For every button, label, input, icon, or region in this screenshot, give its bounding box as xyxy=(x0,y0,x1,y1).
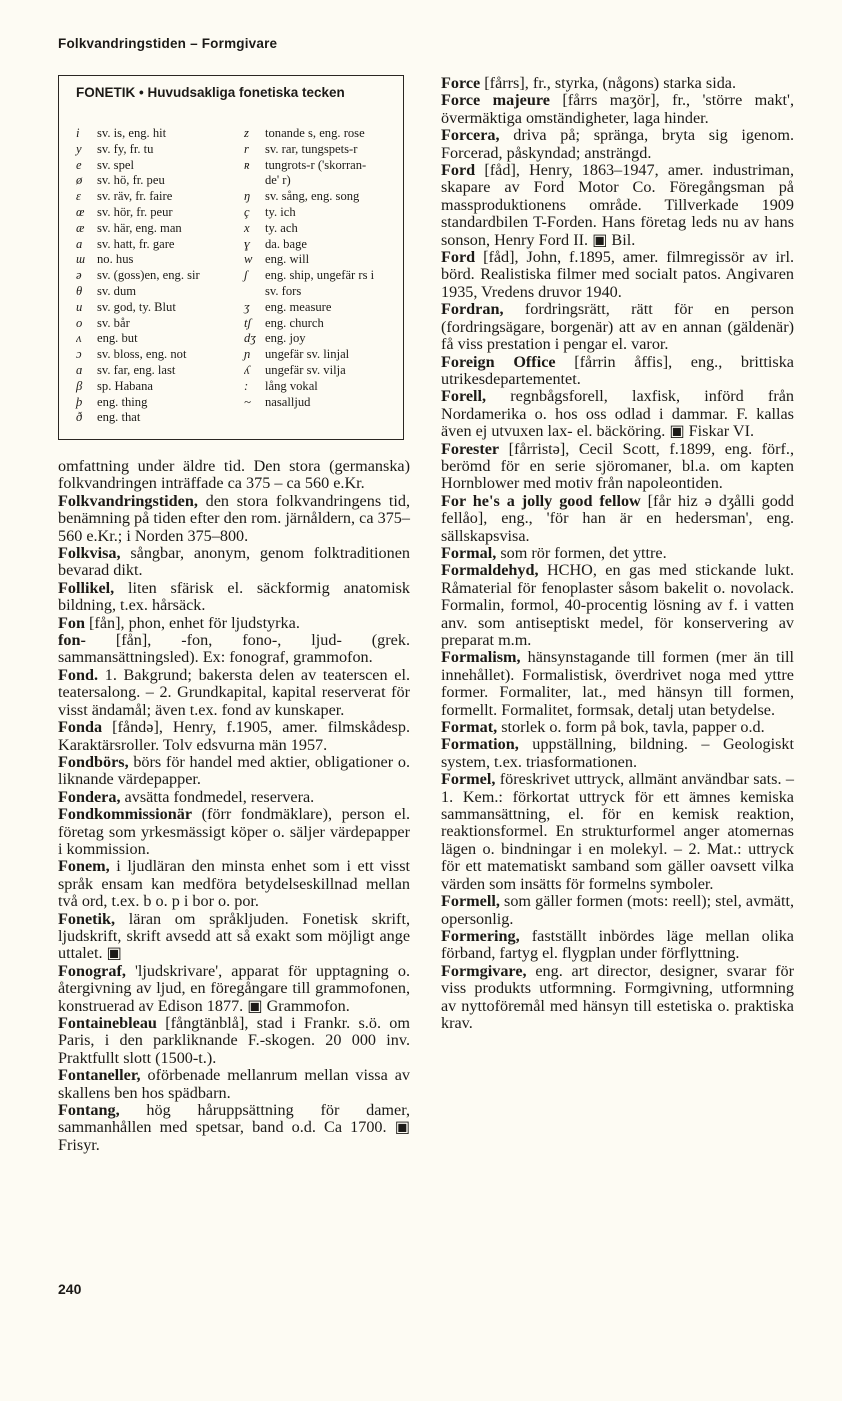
phonetic-description: sv. rar, tungspets-r xyxy=(265,141,358,156)
phonetic-description: de' r) xyxy=(265,173,291,188)
phonetic-row xyxy=(244,237,399,253)
phonetic-row xyxy=(244,331,399,347)
phonetic-symbol: ɯ xyxy=(76,252,86,267)
entry-headword: Format, xyxy=(441,718,498,737)
dictionary-entry xyxy=(58,667,410,719)
dictionary-entry xyxy=(441,75,794,92)
phonetic-description: sv. bår xyxy=(97,315,130,330)
phonetic-description: eng. ship, ungefär rs i xyxy=(265,268,375,283)
entry-definition: [fån], phon, enhet för ljudstyrka. xyxy=(85,613,300,632)
dictionary-entry xyxy=(58,632,410,667)
entry-definition: [fårrs], fr., styrka, (någons) starka sida. xyxy=(480,74,737,92)
phonetic-description: tonande s, eng. rose xyxy=(265,126,365,140)
dictionary-entry xyxy=(441,493,794,545)
dictionary-entry xyxy=(58,545,410,580)
dictionary-entry xyxy=(58,858,410,910)
page-number: 240 xyxy=(58,1281,82,1297)
phonetic-column-left xyxy=(76,126,246,426)
entry-headword: Follikel, xyxy=(58,578,115,597)
left-entries xyxy=(58,493,410,1154)
dictionary-entry xyxy=(441,92,794,127)
entry-headword: Fonda xyxy=(58,718,103,737)
phonetic-description: eng. measure xyxy=(265,299,332,314)
phonetic-description: no. hus xyxy=(97,252,134,267)
entry-headword: Fordran, xyxy=(441,300,504,319)
phonetic-row xyxy=(76,205,246,221)
phonetic-description: sv. far, eng. last xyxy=(97,362,176,377)
phonetic-symbol: : xyxy=(244,378,249,393)
phonetic-symbol: r xyxy=(244,141,249,156)
entry-definition: börs för handel med aktier, obligationer o. liknande värdepapper. xyxy=(58,752,410,789)
phonetic-row xyxy=(76,363,246,379)
dictionary-entry xyxy=(441,249,794,301)
dictionary-entry xyxy=(58,615,410,632)
phonetic-symbol: ~ xyxy=(244,394,251,409)
entry-definition: [fårrin åffis], eng., brittiska utrikesdepartementet. xyxy=(441,352,794,388)
phonetic-symbol: ɛ xyxy=(76,189,81,204)
entry-definition: avsätta fondmedel, reservera. xyxy=(120,787,315,806)
phonetic-symbol: tʃ xyxy=(244,315,252,330)
phonetic-symbol: e xyxy=(76,157,82,172)
phonetic-row xyxy=(76,300,246,316)
phonetic-row xyxy=(244,379,399,395)
dictionary-entry xyxy=(441,441,794,493)
dictionary-entry xyxy=(58,493,410,545)
dictionary-entry xyxy=(58,719,410,754)
phonetic-symbol: œ xyxy=(76,204,85,219)
phonetic-description: tungrots-r ('skorran- xyxy=(265,157,367,172)
phonetic-row xyxy=(244,300,399,316)
dictionary-entry xyxy=(441,736,794,771)
dictionary-entry xyxy=(441,127,794,162)
phonetic-row xyxy=(76,284,246,300)
dictionary-entry xyxy=(58,806,410,858)
entry-definition: [fåndə], Henry, f.1905, amer. filmskådesp. Karaktärsroller. Tolv edsvurna män 1957. xyxy=(58,718,410,754)
phonetic-description: sv. bloss, eng. not xyxy=(97,347,187,362)
phonetic-symbol: þ xyxy=(76,394,83,409)
phonetic-description: sv. (goss)en, eng. sir xyxy=(97,268,200,283)
phonetic-row xyxy=(76,395,246,411)
phonetic-symbol xyxy=(244,173,265,189)
entry-definition: [fån], -fon, fono-, ljud- (grek. sammansättningsled). Ex: fonograf, grammofon. xyxy=(58,631,410,667)
phonetic-symbol: w xyxy=(244,252,253,267)
phonetic-description: ty. ich xyxy=(265,204,296,219)
phonetic-description: sv. hö, fr. peu xyxy=(97,173,165,188)
phonetic-description: sv. räv, fr. faire xyxy=(97,189,173,204)
entry-headword: Formel, xyxy=(441,770,496,789)
phonetic-description: nasalljud xyxy=(265,394,311,409)
entry-definition: uppställning, bildning. – Geologiskt system, t.ex. triasformationen. xyxy=(441,735,794,771)
entry-headword: For he's a jolly good fellow xyxy=(441,491,641,510)
entry-headword: Fon xyxy=(58,613,85,632)
phonetic-symbol: θ xyxy=(76,283,83,298)
entry-headword: Forcera, xyxy=(441,126,500,145)
phonetic-description: eng. will xyxy=(265,252,310,267)
phonetic-row xyxy=(244,126,399,142)
phonetic-description: lång vokal xyxy=(265,378,318,393)
phonetic-symbol xyxy=(244,284,265,300)
phonetic-symbol: ʃ xyxy=(244,268,248,283)
phonetic-row xyxy=(76,237,246,253)
phonetic-description: da. bage xyxy=(265,236,307,251)
entry-definition: [fåd], Henry, 1863–1947, amer. industriman, skapare av Ford Motor Co. Föregångsman på massproduktionens område. Tillverkade 1909 standardbilen T-Forden. Hans företag leds nu av hans sonson, Henry Ford II. ▣ Bil. xyxy=(441,161,794,249)
entry-definition: föreskrivet uttryck, allmänt användbar sats. – 1. Kem.: förkortat uttryck för ett ämnes kemiska sammansättning, el. för en kemisk reaktion, reaktionsformel. En strukturformel anger atomernas lägen o. bindningar i en molekyl. – 2. Mat.: uttryck för ett matematiskt samband som gäller oavsett vilka värden som insätts för formelns symboler. xyxy=(441,770,794,893)
entry-headword: Ford xyxy=(441,161,476,180)
entry-headword: Fondera, xyxy=(58,787,121,806)
phonetic-symbol: o xyxy=(76,315,83,330)
entry-definition: [fåd], John, f.1895, amer. filmregissör av irl. börd. Realistiska filmer med socialt patos. Angivaren 1935, Vredens druvor 1940. xyxy=(441,248,794,301)
phonetic-symbol: æ xyxy=(76,220,85,235)
dictionary-entry xyxy=(441,545,794,562)
phonetic-symbol: ʎ xyxy=(244,362,250,377)
phonetic-symbol: ð xyxy=(76,410,83,425)
entry-headword: Force xyxy=(441,74,481,92)
entry-headword: Formering, xyxy=(441,926,520,945)
entry-headword: Fontaneller, xyxy=(58,1066,141,1085)
dictionary-entry xyxy=(58,1067,410,1102)
entry-definition: i ljudläran den minsta enhet som i ett visst språk ensam kan medföra betydelseskillnad mellan två ord, t.ex. b o. p i bor o. por. xyxy=(58,857,410,911)
phonetic-row xyxy=(76,410,246,426)
entry-headword: Forell, xyxy=(441,387,487,406)
phonetic-symbol: ɲ xyxy=(244,347,251,362)
dictionary-entry xyxy=(441,649,794,719)
dictionary-entry xyxy=(58,963,410,1015)
phonetic-row xyxy=(76,221,246,237)
phonetic-row xyxy=(76,142,246,158)
entry-definition: oförbenade mellanrum mellan vissa av skallens ben hos spädbarn. xyxy=(58,1066,410,1102)
entry-definition: liten sfärisk el. säckformig anatomisk bildning, t.ex. hårsäck. xyxy=(58,578,410,615)
dictionary-entry xyxy=(441,893,794,928)
phonetic-row xyxy=(244,284,399,300)
fonetik-table-title: FONETIK • Huvudsakliga fonetiska tecken xyxy=(76,85,345,100)
phonetic-symbol: i xyxy=(76,126,80,140)
phonetic-row xyxy=(76,189,246,205)
entry-definition: hänsynstagande till formen (mer än till innehållet). Formalistisk, överdrivet noga med yttre former. Formaliter, lat., med hänsyn till formen, formellt. Formalitet, formsak, detalj utan betydelse. xyxy=(441,648,794,719)
entry-definition: (förr fondmäklare), person el. företag som yrkesmässigt köper o. säljer värdepapper i kommission. xyxy=(58,805,410,858)
phonetic-row xyxy=(76,252,246,268)
entry-headword: Fonograf, xyxy=(58,961,126,980)
phonetic-symbol: ŋ xyxy=(244,189,251,204)
fonetik-table-box xyxy=(58,75,404,440)
phonetic-description: sv. hör, fr. peur xyxy=(97,204,173,219)
entry-definition: läran om språkljuden. Fonetisk skrift, ljudskrift, skrift avsedd att så exakt som möjligt ange uttalet. ▣ xyxy=(58,909,410,963)
phonetic-symbol: ç xyxy=(244,204,250,219)
phonetic-row xyxy=(244,268,399,284)
phonetic-description: ungefär sv. vilja xyxy=(265,362,346,377)
entry-definition: regnbågsforell, laxfisk, införd från Nordamerika o. hos oss odlad i dammar. F. kallas även ej utvuxen lax- el. bäcköring. ▣ Fiskar VI. xyxy=(441,387,794,441)
phonetic-symbol: dʒ xyxy=(244,331,256,346)
entry-definition: HCHO, en gas med stickande lukt. Råmaterial för fenoplaster såsom bakelit o. novolack. Formalin, formol, 40-procentig lösning av f. i vatten anv. som antiseptiskt medel, för konservering av preparat m.m. xyxy=(441,561,794,649)
entry-definition: den stora folkvandringens tid, benämning på tiden efter den rom. järnåldern, ca 375–560 e.Kr.; i Norden 375–800. xyxy=(58,491,410,545)
phonetic-column-right xyxy=(244,126,399,410)
dictionary-entry xyxy=(58,754,410,789)
phonetic-row xyxy=(76,379,246,395)
phonetic-symbol: ɑ xyxy=(76,362,83,377)
phonetic-row xyxy=(244,363,399,379)
entry-headword: Folkvisa, xyxy=(58,544,121,563)
phonetic-row xyxy=(244,252,399,268)
phonetic-description: sv. spel xyxy=(97,157,134,172)
phonetic-symbol: ɣ xyxy=(244,236,250,251)
phonetic-row xyxy=(244,205,399,221)
phonetic-row xyxy=(76,158,246,174)
phonetic-row xyxy=(76,347,246,363)
dictionary-entry xyxy=(58,789,410,806)
left-text-column xyxy=(58,458,410,1154)
phonetic-row xyxy=(244,395,399,411)
entry-definition: 1. Bakgrund; bakersta delen av teaterscen el. teatersalong. – 2. Grundkapital, kapital reserverat för visst ändamål; även t.ex. fond av kunskaper. xyxy=(58,665,410,719)
running-header: Folkvandringstiden – Formgivare xyxy=(58,36,278,51)
entry-headword: Fond. xyxy=(58,665,99,684)
phonetic-row xyxy=(76,331,246,347)
right-text-column xyxy=(441,75,794,1032)
dictionary-entry xyxy=(441,162,794,249)
phonetic-row xyxy=(244,316,399,332)
entry-headword: Fondbörs, xyxy=(58,752,129,771)
entry-headword: Fonetik, xyxy=(58,909,116,928)
entry-headword: Formaldehyd, xyxy=(441,561,539,580)
phonetic-description: ungefär sv. linjal xyxy=(265,347,350,362)
phonetic-row xyxy=(244,158,399,174)
entry-definition: hög håruppsättning för damer, sammanhållen med spetsar, band o.d. Ca 1700. ▣ Frisyr. xyxy=(58,1101,410,1154)
continuation-text: omfattning under äldre tid. Den stora (germanska) folkvandringen inträffade ca 375 – ca 560 e.Kr. xyxy=(58,457,410,493)
phonetic-symbol: a xyxy=(76,236,83,251)
phonetic-row xyxy=(76,173,246,189)
entry-definition: som rör formen, det yttre. xyxy=(496,543,667,562)
entry-headword: Formal, xyxy=(441,543,497,562)
dictionary-entry xyxy=(441,771,794,893)
entry-headword: Formgivare, xyxy=(441,961,527,980)
entry-definition: [fårristə], Cecil Scott, f.1899, eng. förf., berömd för en serie sjöromaner, bl.a. om kapten Hornblower med motiv från napoleontiden. xyxy=(441,439,794,493)
entry-headword: Force majeure xyxy=(441,91,550,110)
entry-definition: storlek o. form på bok, tavla, papper o.d. xyxy=(497,718,765,737)
entry-headword: Folkvandringstiden, xyxy=(58,491,198,510)
entry-headword: Formalism, xyxy=(441,648,521,667)
phonetic-description: eng. but xyxy=(97,331,138,346)
entry-headword: fon- xyxy=(58,631,86,650)
phonetic-description: sv. god, ty. Blut xyxy=(97,299,176,314)
phonetic-symbol: z xyxy=(244,126,249,140)
phonetic-row xyxy=(244,142,399,158)
phonetic-description: eng. thing xyxy=(97,394,148,409)
phonetic-symbol: ø xyxy=(76,173,83,188)
entry-headword: Formell, xyxy=(441,892,500,911)
phonetic-row xyxy=(244,189,399,205)
dictionary-entry xyxy=(441,301,794,353)
right-entries xyxy=(441,75,794,1032)
phonetic-row xyxy=(244,173,399,189)
entry-definition: sångbar, anonym, genom folktraditionen bevarad dikt. xyxy=(58,544,410,580)
phonetic-description: sv. fors xyxy=(265,283,302,298)
phonetic-description: eng. church xyxy=(265,315,324,330)
phonetic-symbol: ɔ xyxy=(76,347,82,362)
entry-headword: Formation, xyxy=(441,735,519,754)
entry-definition: fordringsrätt, rätt för en person (fordringsägare, borgenär) att av en annan (gäldenär) få viss prestation i pengar el. varor. xyxy=(441,300,794,354)
phonetic-row xyxy=(244,347,399,363)
entry-headword: Fontainebleau xyxy=(58,1014,157,1032)
phonetic-description: sv. hatt, fr. gare xyxy=(97,236,175,251)
phonetic-description: eng. that xyxy=(97,410,141,425)
phonetic-symbol: ə xyxy=(76,268,82,283)
dictionary-entry xyxy=(441,562,794,649)
phonetic-symbol: ʒ xyxy=(244,299,250,314)
phonetic-symbol: ʀ xyxy=(244,157,250,172)
dictionary-entry xyxy=(441,388,794,440)
dictionary-entry xyxy=(441,928,794,963)
entry-headword: Foreign Office xyxy=(441,352,556,371)
phonetic-row xyxy=(76,126,246,142)
phonetic-symbol: y xyxy=(76,141,82,156)
phonetic-description: sv. här, eng. man xyxy=(97,220,182,235)
phonetic-symbol: ʌ xyxy=(76,331,82,346)
phonetic-description: sv. fy, fr. tu xyxy=(97,141,154,156)
phonetic-symbol: β xyxy=(76,378,83,393)
phonetic-description: sv. sång, eng. song xyxy=(265,189,360,204)
phonetic-description: eng. joy xyxy=(265,331,306,346)
phonetic-row xyxy=(76,268,246,284)
entry-headword: Fontang, xyxy=(58,1101,120,1120)
entry-definition: [får hiz ə dʒålli godd fellåo], eng., 'för han är en hedersman', eng. sällskapsvisa. xyxy=(441,491,794,545)
phonetic-symbol: x xyxy=(244,220,250,235)
dictionary-entry xyxy=(441,719,794,736)
dictionary-entry xyxy=(58,911,410,963)
entry-definition: driva på; spränga, bryta sig igenom. Forcerad, påskyndad; ansträngd. xyxy=(441,126,794,162)
phonetic-row xyxy=(76,316,246,332)
entry-headword: Ford xyxy=(441,248,476,267)
entry-headword: Fondkommissionär xyxy=(58,805,193,824)
phonetic-symbol: u xyxy=(76,299,83,314)
phonetic-description: sv. is, eng. hit xyxy=(97,126,167,140)
entry-definition: som gäller formen (mots: reell); stel, avmätt, opersonlig. xyxy=(441,892,794,928)
entry-headword: Fonem, xyxy=(58,857,110,876)
entry-headword: Forester xyxy=(441,439,500,458)
phonetic-description: sv. dum xyxy=(97,283,137,298)
phonetic-row xyxy=(244,221,399,237)
entry-definition: [fångtänblå], stad i Frankr. s.ö. om Paris, i den parkliknande F.-skogen. 20 000 inv. Praktfullt slott (1500-t.). xyxy=(58,1014,410,1067)
dictionary-entry xyxy=(441,354,794,389)
entry-definition: 'ljudskrivare', apparat för upptagning o. återgivning av ljud, en föregångare till grammofonen, konstruerad av Edison 1877. ▣ Grammofon. xyxy=(58,961,410,1015)
phonetic-description: sp. Habana xyxy=(97,378,153,393)
entry-definition: eng. art director, designer, svarar för viss produkts utformning. Formgivning, utformning av nyttoföremål med hänsyn till estetiska o. praktiska krav. xyxy=(441,961,794,1032)
dictionary-entry xyxy=(58,1102,410,1154)
phonetic-description: ty. ach xyxy=(265,220,298,235)
entry-definition: fastställt inbördes läge mellan olika förband, fartyg el. flygplan under förflyttning. xyxy=(441,926,794,963)
entry-definition: [fårrs maʒör], fr., 'större makt', övermäktiga omständigheter, laga hinder. xyxy=(441,91,795,127)
dictionary-entry xyxy=(58,580,410,615)
dictionary-entry xyxy=(441,963,794,1033)
dictionary-entry xyxy=(58,1015,410,1067)
